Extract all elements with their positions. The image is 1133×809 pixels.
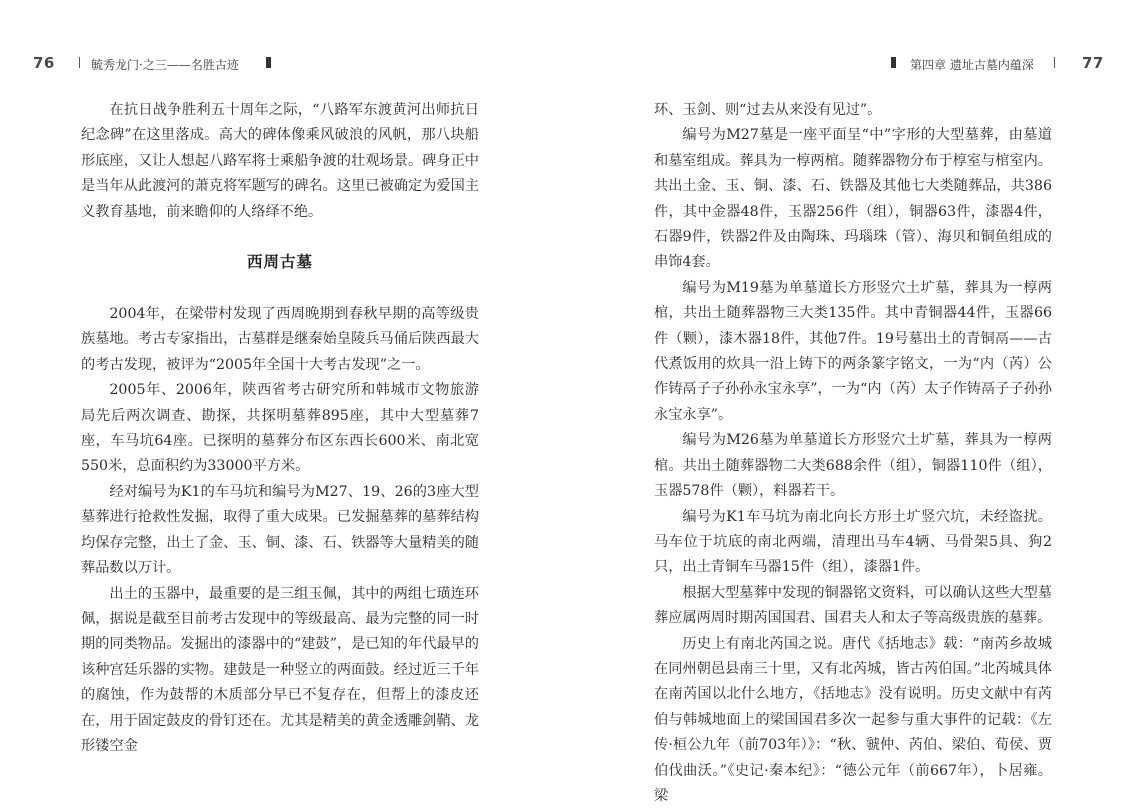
header-bar-right: [891, 57, 896, 68]
running-head-right: 第四章 遗址古墓内蕴深: [910, 58, 1034, 72]
running-head-left: 毓秀龙门·之三——名胜古迹: [91, 58, 239, 72]
paragraph: 编号为M19墓为单墓道长方形竖穴土圹墓，葬具为一椁两棺，共出土随葬器物三大类135件。其中青铜器44件，玉器66件（颗），漆木器18件，其他7件。19号墓出土的青铜鬲——古代煮饭用的炊具一沿上铸下的两条篆字铭文，一为“内（芮）公作铸鬲子子孙孙永宝永享”，一为“内（芮）太子作铸鬲子子孙孙永宝永享”。: [654, 279, 1052, 423]
header-rule-right: [1054, 57, 1055, 68]
paragraph: 经对编号为K1的车马坑和编号为M27、19、26的3座大型墓葬进行抢救性发掘，取得了重大成果。已发掘墓葬的墓葬结构均保存完整，出土了金、玉、铜、漆、石、铁器等大量精美的随葬品数以万计。: [81, 483, 479, 577]
header-bar-left: [266, 57, 271, 68]
paragraph: 编号为M26墓为单墓道长方形竖穴土圹墓，葬具为一椁两棺。共出土随葬器物二大类688余件（组），铜器110件（组），玉器578件（颗），料器若干。: [654, 432, 1052, 500]
left-page: [0, 0, 566, 799]
page-number-left: 76: [33, 54, 55, 72]
left-body-text: [81, 98, 479, 759]
paragraph: 出土的玉器中，最重要的是三组玉佩，其中的两组七璜连环佩，据说是截至目前考古发现中的等级最高、最为完整的同一时期的同类物品。发掘出的漆器中的“建鼓”，是已知的年代最早的该种宫廷乐器的实物。建鼓是一种竖立的两面鼓。经过近三千年的腐蚀，作为鼓帮的木质部分早已不复存在，但帮上的漆皮还在，用于固定鼓皮的骨钉还在。尤其是精美的黄金透雕剑鞘、龙形镂空金: [81, 585, 479, 754]
header-rule-left: [79, 57, 80, 68]
section-title: 西周古墓: [246, 252, 313, 272]
paragraph: 2005年、2006年，陕西省考古研究所和韩城市文物旅游局先后两次调查、勘探，共探明墓葬895座，其中大型墓葬7座，车马坑64座。已探明的墓葬分布区东西长600米、南北宽550米，总面积约为33000平方米。: [81, 382, 479, 475]
paragraph: 2004年，在梁带村发现了西周晚期到春秋早期的高等级贵族墓地。考古专家指出，古墓群是继秦始皇陵兵马俑后陕西最大的考古发现，被评为“2005年全国十大考古发现”之一。: [81, 306, 479, 373]
paragraph: 在抗日战争胜利五十周年之际，“八路军东渡黄河出师抗日纪念碑”在这里落成。高大的碑体像乘风破浪的风帆，那八块船形底座，又让人想起八路军将士乘船争渡的壮观场景。碑身正中是当年从此渡河的萧克将军题写的碑名。这里已被确定为爱国主义教育基地，前来瞻仰的人络绎不绝。: [81, 102, 479, 220]
paragraph: 编号为K1车马坑为南北向长方形土圹竖穴坑，未经盗扰。马车位于坑底的南北两端，清理出马车4辆、马骨架5具、狗2只，出土青铜车马器15件（组），漆器1件。: [654, 508, 1052, 576]
paragraph: 编号为M27墓是一座平面呈“中”字形的大型墓葬，由墓道和墓室组成。葬具为一椁两棺。随葬器物分布于椁室与棺室内。共出土金、玉、铜、漆、石、铁器及其他七大类随葬品，共386件，其中金器48件，玉器256件（组），铜器63件，漆器4件，石器9件，铁器2件及由陶珠、玛瑙珠（管）、海贝和铜鱼组成的串饰4套。: [654, 127, 1052, 271]
paragraph: 历史上有南北芮国之说。唐代《括地志》载：“南芮乡故城在同州朝邑县南三十里，又有北芮城，皆古芮伯国。”北芮城具体在南芮国以北什么地方，《括地志》没有说明。历史文献中有芮伯与韩城地面上的梁国国君多次一起参与重大事件的记载：《左传·桓公九年（前703年）》：“秋、虢仲、芮伯、梁伯、荀侯、贾伯伐曲沃。”《史记·秦本纪》：“德公元年（前667年），卜居雍。梁: [654, 635, 1052, 804]
right-body-text: [654, 98, 1052, 809]
paragraph: 根据大型墓葬中发现的铜器铭文资料，可以确认这些大型墓葬应属两周时期芮国国君、国君夫人和太子等高级贵族的墓葬。: [654, 584, 1052, 627]
right-page: [567, 0, 1133, 804]
page-number-right: 77: [1082, 54, 1104, 72]
paragraph-continuation: 环、玉剑、则“过去从来没有见过”。: [654, 102, 882, 118]
